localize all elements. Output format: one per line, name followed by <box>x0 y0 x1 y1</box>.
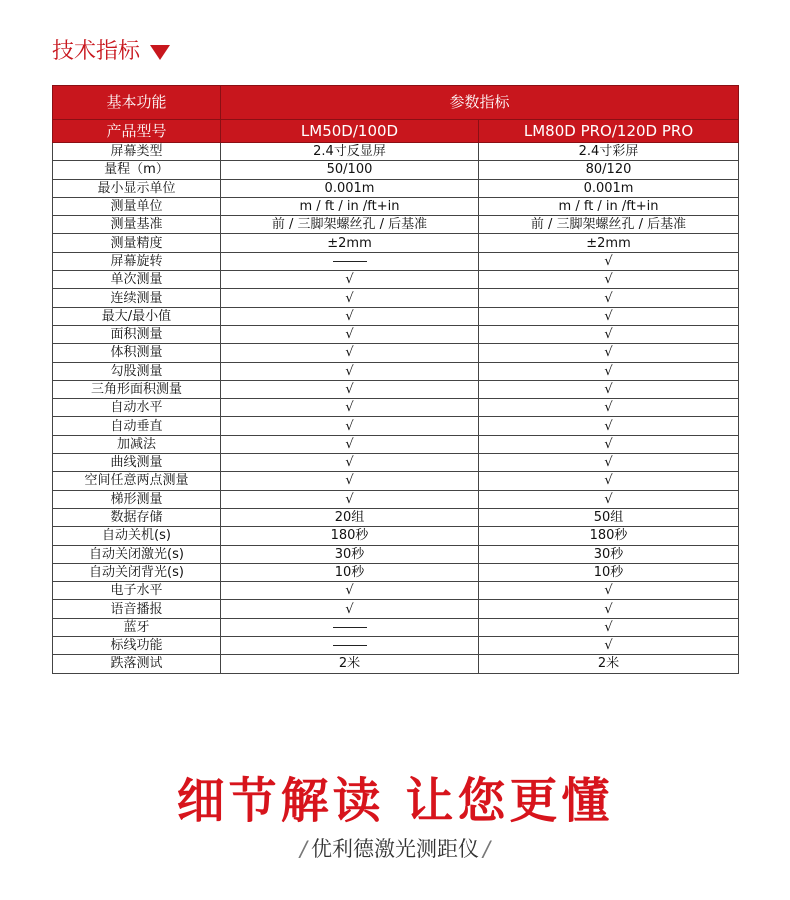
feature-name: 面积测量 <box>53 325 221 343</box>
value-model-b: √ <box>479 380 739 398</box>
feature-name: 跌落测试 <box>53 655 221 673</box>
feature-name: 最小显示单位 <box>53 179 221 197</box>
table-row <box>53 143 739 161</box>
value-model-a: √ <box>221 344 479 362</box>
section-title-text: 技术指标 <box>52 39 141 64</box>
table-row <box>53 472 739 490</box>
promo-subtitle-text: 优利德激光测距仪 <box>311 837 479 861</box>
feature-name: 空间任意两点测量 <box>53 472 221 490</box>
not-supported-dash <box>333 261 367 262</box>
value-model-a: √ <box>221 307 479 325</box>
value-model-a: √ <box>221 380 479 398</box>
value-model-a <box>221 252 479 270</box>
value-model-b: 180秒 <box>479 527 739 545</box>
feature-name: 自动关闭激光(s) <box>53 545 221 563</box>
table-row <box>53 161 739 179</box>
table-row <box>53 508 739 526</box>
value-model-a <box>221 637 479 655</box>
value-model-a: 10秒 <box>221 563 479 581</box>
table-row <box>53 380 739 398</box>
value-model-a: √ <box>221 362 479 380</box>
value-model-a: 180秒 <box>221 527 479 545</box>
promo-headline: 细节解读 让您更懂 <box>176 773 614 829</box>
value-model-b: √ <box>479 252 739 270</box>
table-row <box>53 399 739 417</box>
feature-name: 加减法 <box>53 435 221 453</box>
value-model-a: √ <box>221 417 479 435</box>
table-row <box>53 362 739 380</box>
triangle-down-icon <box>150 45 170 60</box>
value-model-b: √ <box>479 600 739 618</box>
value-model-a: √ <box>221 490 479 508</box>
value-model-a: 2米 <box>221 655 479 673</box>
model-a: LM50D/100D <box>221 120 479 143</box>
table-header-row <box>53 86 739 120</box>
value-model-b: 30秒 <box>479 545 739 563</box>
feature-name: 数据存储 <box>53 508 221 526</box>
slash-decoration: / <box>299 837 307 861</box>
value-model-a: √ <box>221 325 479 343</box>
value-model-a: √ <box>221 454 479 472</box>
feature-name: 自动关闭背光(s) <box>53 563 221 581</box>
value-model-b: √ <box>479 454 739 472</box>
value-model-b: 10秒 <box>479 563 739 581</box>
table-row <box>53 271 739 289</box>
feature-name: 测量单位 <box>53 197 221 215</box>
value-model-b: ±2mm <box>479 234 739 252</box>
value-model-a: 0.001m <box>221 179 479 197</box>
feature-name: 勾股测量 <box>53 362 221 380</box>
header-parameters: 参数指标 <box>221 86 739 120</box>
value-model-b: √ <box>479 271 739 289</box>
feature-name: 蓝牙 <box>53 618 221 636</box>
value-model-b: √ <box>479 399 739 417</box>
table-row <box>53 637 739 655</box>
feature-name: 梯形测量 <box>53 490 221 508</box>
feature-name: 量程（m） <box>53 161 221 179</box>
table-row <box>53 289 739 307</box>
table-row <box>53 618 739 636</box>
value-model-b: 80/120 <box>479 161 739 179</box>
table-row <box>53 435 739 453</box>
value-model-b: √ <box>479 472 739 490</box>
value-model-b: √ <box>479 417 739 435</box>
value-model-a: 前 / 三脚架螺丝孔 / 后基准 <box>221 216 479 234</box>
model-b: LM80D PRO/120D PRO <box>479 120 739 143</box>
table-row <box>53 307 739 325</box>
value-model-b: 0.001m <box>479 179 739 197</box>
not-supported-dash <box>333 645 367 646</box>
table-row <box>53 234 739 252</box>
value-model-b: √ <box>479 618 739 636</box>
value-model-b: 2米 <box>479 655 739 673</box>
table-row <box>53 490 739 508</box>
value-model-a: m / ft / in /ft+in <box>221 197 479 215</box>
value-model-b: √ <box>479 362 739 380</box>
value-model-a: √ <box>221 435 479 453</box>
section-title <box>52 34 170 65</box>
model-label: 产品型号 <box>53 120 221 143</box>
table-row <box>53 216 739 234</box>
value-model-b: √ <box>479 325 739 343</box>
header-basic-function: 基本功能 <box>53 86 221 120</box>
value-model-b: √ <box>479 435 739 453</box>
table-row <box>53 563 739 581</box>
table-row <box>53 655 739 673</box>
table-row <box>53 545 739 563</box>
feature-name: 测量基准 <box>53 216 221 234</box>
value-model-a: 30秒 <box>221 545 479 563</box>
feature-name: 标线功能 <box>53 637 221 655</box>
feature-name: 电子水平 <box>53 582 221 600</box>
table-row <box>53 197 739 215</box>
table-row <box>53 600 739 618</box>
feature-name: 自动水平 <box>53 399 221 417</box>
not-supported-dash <box>333 627 367 628</box>
value-model-a: √ <box>221 271 479 289</box>
value-model-b: √ <box>479 344 739 362</box>
spec-table <box>52 85 739 674</box>
table-row <box>53 344 739 362</box>
value-model-b: √ <box>479 289 739 307</box>
feature-name: 自动关机(s) <box>53 527 221 545</box>
value-model-b: 2.4寸彩屏 <box>479 143 739 161</box>
value-model-a: √ <box>221 472 479 490</box>
feature-name: 自动垂直 <box>53 417 221 435</box>
feature-name: 屏幕类型 <box>53 143 221 161</box>
value-model-a: 50/100 <box>221 161 479 179</box>
value-model-b: √ <box>479 637 739 655</box>
value-model-b: √ <box>479 582 739 600</box>
table-row <box>53 527 739 545</box>
slash-decoration: / <box>483 837 491 861</box>
table-row <box>53 417 739 435</box>
table-row <box>53 179 739 197</box>
value-model-a: ±2mm <box>221 234 479 252</box>
value-model-b: 50组 <box>479 508 739 526</box>
model-row <box>53 120 739 143</box>
value-model-a: √ <box>221 399 479 417</box>
feature-name: 屏幕旋转 <box>53 252 221 270</box>
value-model-b: m / ft / in /ft+in <box>479 197 739 215</box>
value-model-a: 2.4寸反显屏 <box>221 143 479 161</box>
feature-name: 单次测量 <box>53 271 221 289</box>
feature-name: 最大/最小值 <box>53 307 221 325</box>
value-model-a: √ <box>221 600 479 618</box>
feature-name: 三角形面积测量 <box>53 380 221 398</box>
value-model-b: √ <box>479 490 739 508</box>
value-model-b: √ <box>479 307 739 325</box>
table-row <box>53 454 739 472</box>
value-model-a: √ <box>221 289 479 307</box>
table-row <box>53 582 739 600</box>
promo-subtitle <box>0 833 790 863</box>
value-model-a: 20组 <box>221 508 479 526</box>
feature-name: 语音播报 <box>53 600 221 618</box>
value-model-a <box>221 618 479 636</box>
feature-name: 连续测量 <box>53 289 221 307</box>
table-row <box>53 325 739 343</box>
value-model-b: 前 / 三脚架螺丝孔 / 后基准 <box>479 216 739 234</box>
feature-name: 曲线测量 <box>53 454 221 472</box>
feature-name: 体积测量 <box>53 344 221 362</box>
value-model-a: √ <box>221 582 479 600</box>
feature-name: 测量精度 <box>53 234 221 252</box>
table-row <box>53 252 739 270</box>
